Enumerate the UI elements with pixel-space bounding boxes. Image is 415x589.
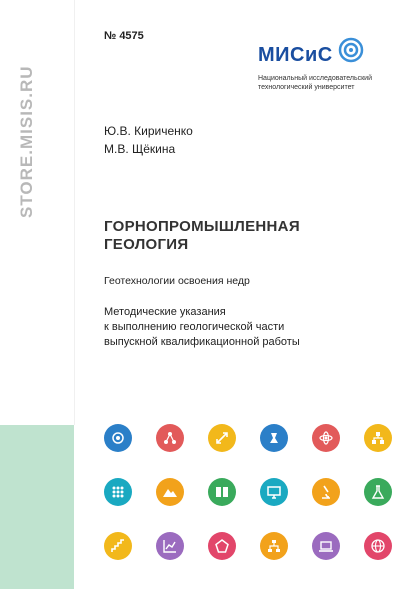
mountain-icon (156, 478, 184, 506)
chart-icon (156, 532, 184, 560)
logo-subtitle-line1: Национальный исследовательский (258, 75, 372, 82)
chemistry-icon (260, 424, 288, 452)
network-icon (260, 532, 288, 560)
left-band-white (0, 0, 75, 425)
globe-icon (364, 532, 392, 560)
description-line2: к выполнению геологической части (104, 321, 285, 333)
microscope-icon (312, 478, 340, 506)
title-line1: ГОРНОПРОМЫШЛЕННАЯ (104, 218, 300, 235)
atom-icon (312, 424, 340, 452)
logo-subtitle (258, 74, 408, 92)
logo (258, 34, 398, 94)
stairs-icon (104, 532, 132, 560)
vertical-url: STORE.MISIS.RU (17, 65, 36, 218)
book-description (104, 305, 364, 350)
gear-icon (104, 424, 132, 452)
left-band (0, 0, 74, 589)
monitor-icon (260, 478, 288, 506)
laptop-icon (312, 532, 340, 560)
icon-grid (104, 424, 392, 564)
pentagon-icon (208, 532, 236, 560)
arrows-icon (208, 424, 236, 452)
left-band-green (0, 425, 74, 589)
author-2: М.В. Щёкина (104, 142, 176, 156)
molecule-icon (156, 424, 184, 452)
logo-mark-icon (333, 36, 365, 68)
book-title (104, 218, 300, 254)
doc-number: № 4575 (104, 30, 144, 42)
logo-subtitle-line2: технологический университет (258, 84, 355, 91)
title-line2: ГЕОЛОГИЯ (104, 236, 189, 253)
description-line1: Методические указания (104, 306, 226, 318)
grid-dots-icon (104, 478, 132, 506)
book-subtitle: Геотехнологии освоения недр (104, 275, 250, 287)
logo-name: МИСиС (258, 44, 333, 66)
authors (104, 122, 193, 158)
hierarchy-icon (364, 424, 392, 452)
flask-icon (364, 478, 392, 506)
book-icon (208, 478, 236, 506)
description-line3: выпускной квалификационной работы (104, 336, 300, 348)
author-1: Ю.В. Кириченко (104, 124, 193, 138)
